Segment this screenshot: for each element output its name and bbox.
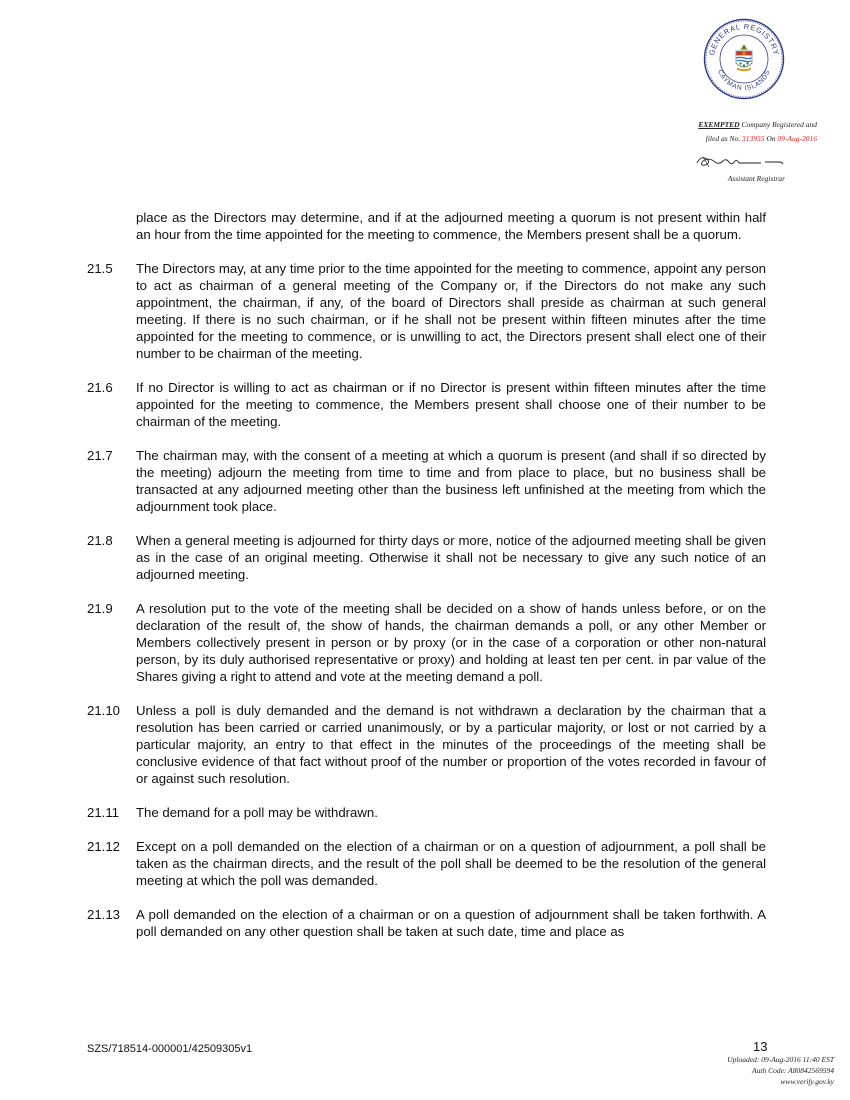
clause-number: 21.12 xyxy=(87,839,121,854)
verify-website: www.verify.gov.ky xyxy=(780,1077,834,1086)
clause-number: 21.8 xyxy=(87,533,113,548)
document-reference: SZS/718514-000001/42509305v1 xyxy=(87,1043,253,1055)
clause-text: The demand for a poll may be withdrawn. xyxy=(136,805,378,820)
clause-text: When a general meeting is adjourned for thirty days or more, notice of the adjourned meeting shall be given as in the case of an original meeting. Otherwise it shall not be necessary to give any such notice of an adjourned meeting. xyxy=(136,533,766,582)
clause-number: 21.9 xyxy=(87,601,113,616)
document-body xyxy=(87,209,766,957)
registration-line-1 xyxy=(617,118,817,132)
registration-line-2 xyxy=(617,132,817,146)
clause-21-10 xyxy=(87,702,766,787)
clause-21-6 xyxy=(87,379,766,430)
registration-stamp xyxy=(617,118,817,146)
clause-21-12 xyxy=(87,838,766,889)
clause-21-8 xyxy=(87,532,766,583)
clause-text: Except on a poll demanded on the election of a chairman or on a question of adjournment, a poll shall be taken as the chairman directs, and the result of the poll shall be deemed to be the resolution of the general meeting at which the poll was demanded. xyxy=(136,839,766,888)
on-label: On xyxy=(766,134,776,143)
registration-text: Company Registered and xyxy=(741,120,817,129)
clause-text: The chairman may, with the consent of a meeting at which a quorum is present (and shall if so directed by the meeting) adjourn the meeting from time to time and from place to place, but no business shall be transacted at any adjourned meeting other than the business left unfinished at the meeting from which the adjournment took place. xyxy=(136,448,766,514)
page-number: 13 xyxy=(753,1039,768,1054)
exempted-status: EXEMPTED xyxy=(698,120,740,129)
uploaded-timestamp: Uploaded: 09-Aug-2016 11:40 EST xyxy=(727,1055,834,1064)
registration-date: 09-Aug-2016 xyxy=(777,134,817,143)
seal-bottom-text: CAYMAN ISLANDS xyxy=(716,68,772,93)
clause-text: Unless a poll is duly demanded and the demand is not withdrawn a declaration by the chairman that a resolution has been carried or carried unanimously, or by a particular majority, or lost or not carried by a particular majority, an entry to that effect in the minutes of the proceedings of the meeting shall be conclusive evidence of that fact without proof of the number or proportion of the votes recorded in favour of or against such resolution. xyxy=(136,703,766,786)
clause-21-9 xyxy=(87,600,766,685)
clause-text: If no Director is willing to act as chairman or if no Director is present within fifteen minutes after the time appointed for the meeting to commence, the Members present shall choose one of their number to be chairman of the meeting. xyxy=(136,380,766,429)
clause-number: 21.5 xyxy=(87,261,113,276)
filed-label: filed as No. xyxy=(705,134,741,143)
registration-number: 313955 xyxy=(742,134,765,143)
assistant-registrar-label: Assistant Registrar xyxy=(727,174,785,183)
clause-number: 21.10 xyxy=(87,703,121,718)
clause-number: 21.13 xyxy=(87,907,121,922)
clause-number: 21.7 xyxy=(87,448,113,463)
clause-21-7 xyxy=(87,447,766,515)
clause-text: A poll demanded on the election of a chairman or on a question of adjournment shall be taken forthwith. A poll demanded on any other question shall be taken at such date, time and place as xyxy=(136,907,766,939)
clause-number: 21.11 xyxy=(87,805,120,820)
clause-21-13 xyxy=(87,906,766,940)
crest-icon xyxy=(736,44,752,71)
general-registry-seal xyxy=(703,18,785,100)
upload-stamp xyxy=(634,1054,834,1087)
signature-icon xyxy=(695,151,785,171)
continued-paragraph: place as the Directors may determine, and if at the adjourned meeting a quorum is not present within half an hour from the time appointed for the meeting to commence, the Members present shall be a quorum. xyxy=(136,210,766,242)
clause-text: The Directors may, at any time prior to the time appointed for the meeting to commence, appoint any person to act as chairman of a general meeting of the Company or, if the Directors do not make any such appointment, the chairman, if any, of the board of Directors shall preside as chairman at such general meeting. If there is no such chairman, or if he shall not be present within fifteen minutes after the time appointed for the meeting to commence, or is unwilling to act, the Directors present shall elect one of their number to be chairman of the meeting. xyxy=(136,261,766,361)
clause-21-11 xyxy=(87,804,766,821)
clause-number: 21.6 xyxy=(87,380,113,395)
seal-top-text: GENERAL REGISTRY xyxy=(707,21,781,57)
clause-text: A resolution put to the vote of the meeting shall be decided on a show of hands unless before, or on the declaration of the result of, the show of hands, the chairman demands a poll, or any other Member or Members collectively present in person or by proxy (or in the case of a corporation or other non-natural person, by its duly authorised representative or proxy) and holding at least ten per cent. in par value of the Shares giving a right to attend and vote at the meeting demand a poll. xyxy=(136,601,766,684)
clause-21-5 xyxy=(87,260,766,362)
auth-code: Auth Code: A80842569594 xyxy=(752,1066,834,1075)
